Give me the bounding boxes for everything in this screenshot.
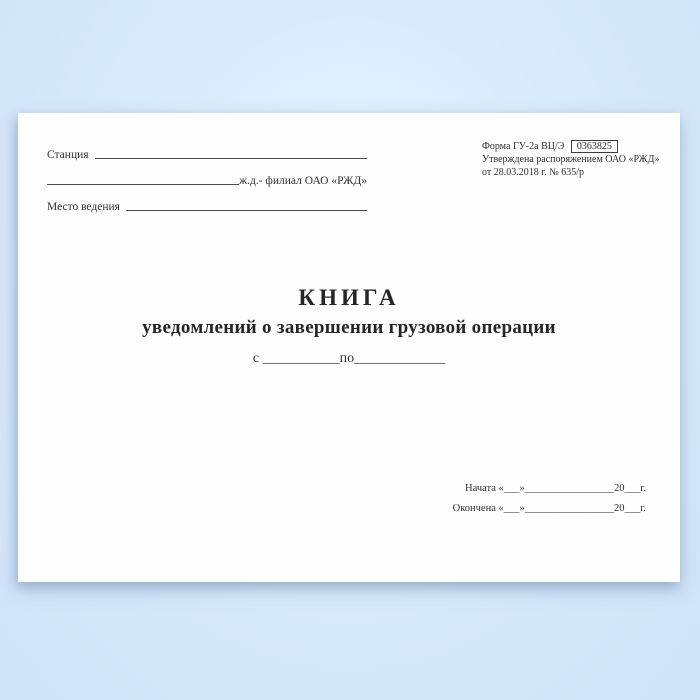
finished-line: Окончена «___»_________________20___г. xyxy=(452,503,646,514)
station-label: Станция xyxy=(47,149,89,161)
railway-line xyxy=(47,161,367,187)
book-title: КНИГА xyxy=(298,285,400,310)
document-cover xyxy=(18,113,680,582)
book-subtitle: уведомлений о завершении грузовой операции xyxy=(142,317,556,338)
place-line xyxy=(47,187,367,213)
station-blank-line xyxy=(95,158,367,159)
form-number-box: 0363825 xyxy=(571,140,618,153)
approved-text: Утверждена распоряжением ОАО «РЖД» xyxy=(482,154,660,165)
place-blank-line xyxy=(126,210,367,211)
header-right-block xyxy=(482,140,672,179)
form-code-label: Форма ГУ-2а ВЦ/Э xyxy=(482,141,565,152)
station-line xyxy=(47,135,367,161)
started-line: Начата «___»_________________20___г. xyxy=(465,483,646,494)
railway-label: ж.д.- филиал ОАО «РЖД» xyxy=(239,175,367,187)
footer-block xyxy=(453,483,646,523)
header-left-block xyxy=(47,135,367,213)
railway-blank-line xyxy=(47,184,239,185)
order-text: от 28.03.2018 г. № 635/р xyxy=(482,167,585,178)
place-label: Место ведения xyxy=(47,201,120,213)
form-code-line xyxy=(482,140,672,153)
date-range-line: с ___________по_____________ xyxy=(252,351,446,366)
